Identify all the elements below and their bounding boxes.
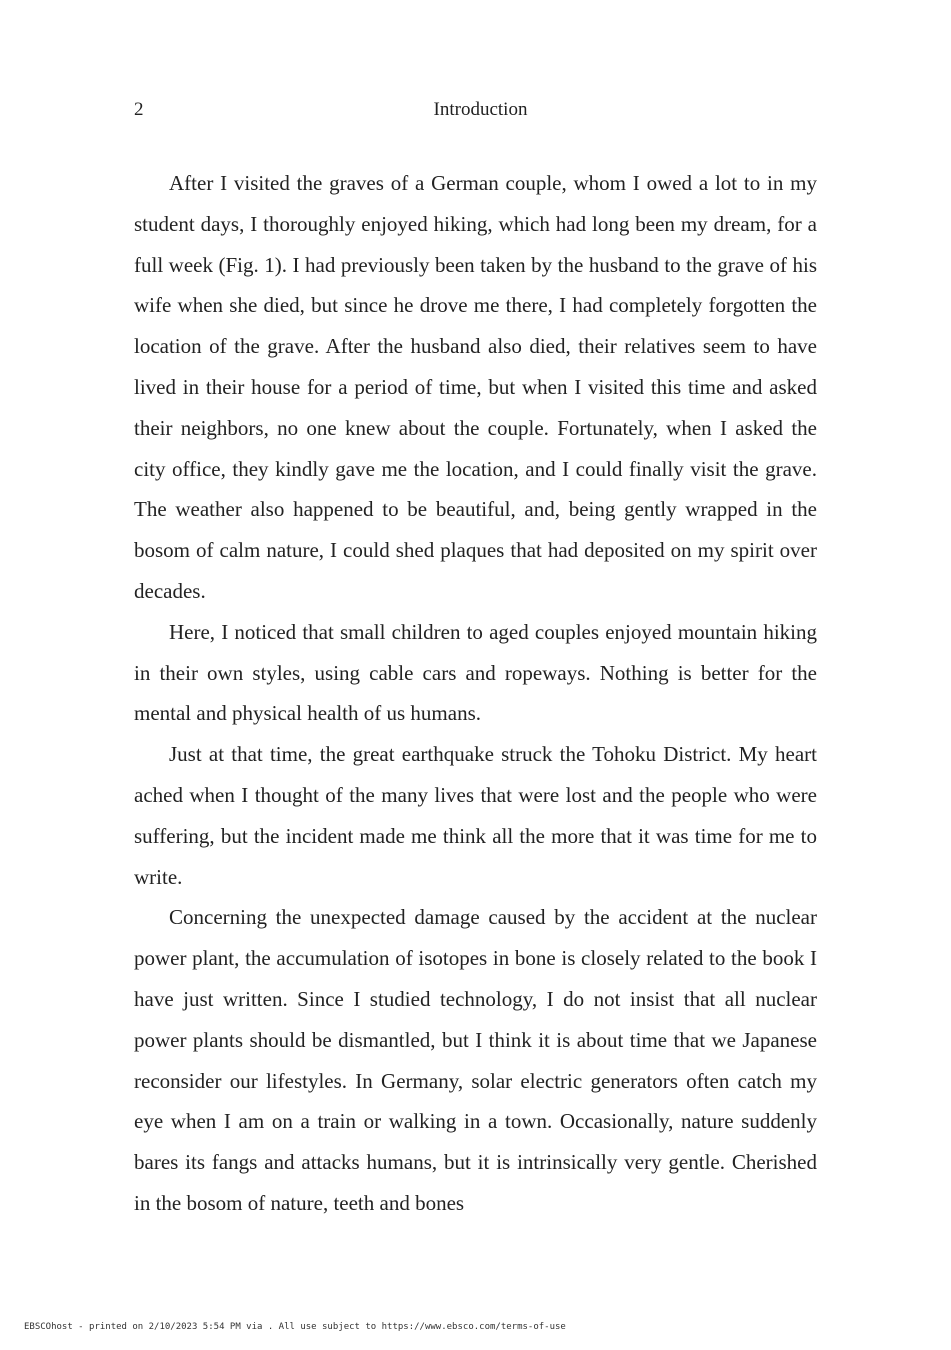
- paragraph: Just at that time, the great earthquake struck the Tohoku District. My heart ached when I thought of the many lives that were lost and the people who were suffering, but the incident made me think all the more that it was time for me to write.: [134, 742, 817, 889]
- paragraph: Concerning the unexpected damage caused by the accident at the nuclear power plant, the accumulation of isotopes in bone is closely related to the book I have just written. Since I studied technology, I do not insist that all nuclear power plants should be dismantled, but I think it is about time that we Japanese reconsider our lifestyles. In Germany, solar electric generators often catch my eye when I am on a train or walking in a town. Occasionally, nature suddenly bares its fangs and attacks humans, but it is intrinsically very gentle. Cherished in the bosom of nature, teeth and bones: [134, 905, 817, 1215]
- print-footer: EBSCOhost - printed on 2/10/2023 5:54 PM via . All use subject to https://www.ebsco.com/terms-of-use: [24, 1322, 566, 1332]
- paragraph: Here, I noticed that small children to aged couples enjoyed mountain hiking in their own styles, using cable cars and ropeways. Nothing is better for the mental and physical health of us humans.: [134, 619, 817, 726]
- running-head: Introduction: [433, 99, 528, 120]
- page-number: 2: [134, 99, 144, 120]
- paragraph: After I visited the graves of a German couple, whom I owed a lot to in my student days, I thoroughly enjoyed hiking, which had long been my dream, for a full week (Fig. 1). I had previously been taken by the husband to the grave of his wife when she died, but since he drove me there, I had completely forgotten the location of the grave. After the husband also died, their relatives seem to have lived in their house for a period of time, but when I visited this time and asked their neighbors, no one knew about the couple. Fortunately, when I asked the city office, they kindly gave me the location, and I could finally visit the grave. The weather also happened to be beautiful, and, being gently wrapped in the bosom of calm nature, I could shed plaques that had deposited on my spirit over decades.: [134, 171, 817, 603]
- body-text: [134, 163, 817, 1224]
